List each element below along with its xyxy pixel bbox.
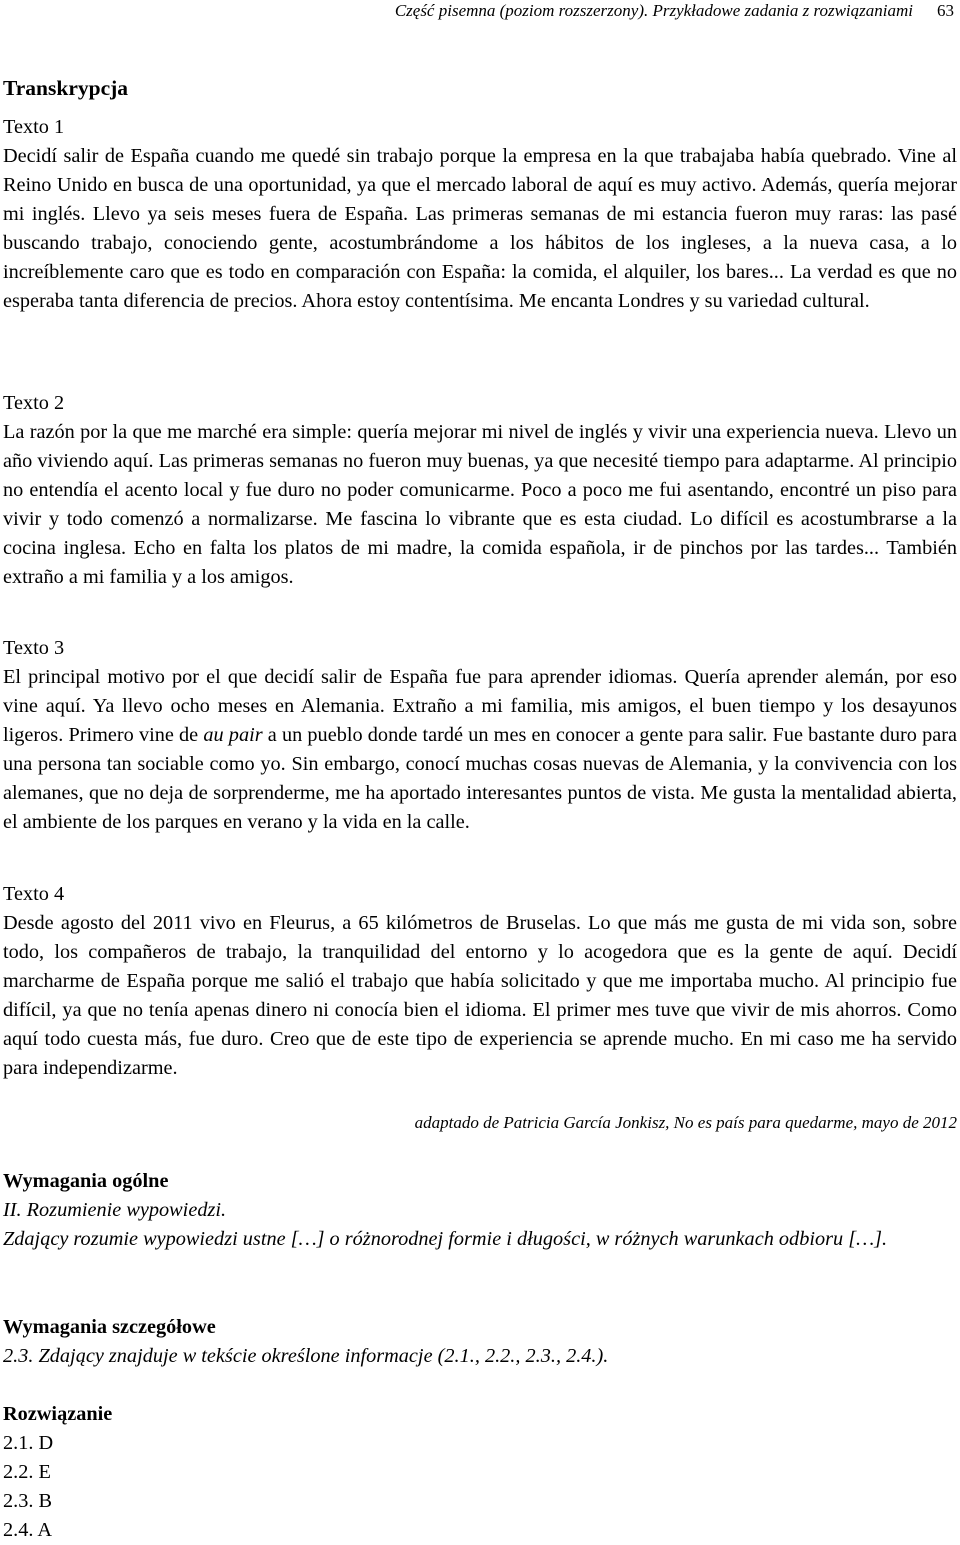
texto-4-body: Desde agosto del 2011 vivo en Fleurus, a 65 kilómetros de Bruselas. Lo que más me gusta de mi vida son, sobre todo, los compañeros de trabajo, la tranquilidad del entorno y lo acogedora que es la gente de aquí. Decidí marcharme de España porque me salió el trabajo que había solicitado y que me importaba mucho. Al principio fue difícil, ya que no tenía apenas dinero ni conocía bien el idioma. El primer mes tuve que vivir de mis ahorros. Como aquí todo cuesta más, fue duro. Creo que de este tipo de experiencia se aprende mucho. En mi caso me ha servido para independizarme. (3, 912, 957, 1079)
solution-section (3, 1400, 957, 1545)
source-citation: adaptado de Patricia García Jonkisz, No es país para quedarme, mayo de 2012 (414, 1113, 957, 1132)
detailed-requirements (3, 1313, 957, 1371)
running-title: Część pisemna (poziom rozszerzony). Przykładowe zadania z rozwiązaniami (394, 1, 913, 20)
texto-1-body: Decidí salir de España cuando me quedé sin trabajo porque la empresa en la que trabajaba había quebrado. Vine al Reino Unido en busca de una oportunidad, ya que el mercado laboral de aquí es muy activo. Además, quería mejorar mi inglés. Llevo ya seis meses fuera de España. Las primeras semanas de mi estancia fueron muy raras: las pasé buscando trabajo, conociendo gente, acostumbrándome a los hábitos de los ingleses, a la nueva casa, a lo increíblemente caro que es todo en comparación con España: la comida, el alquiler, los bares... La verdad es que no esperaba tanta diferencia de precios. Ahora estoy contentísima. Me encanta Londres y su variedad cultural. (3, 145, 957, 312)
answer-item: 2.3. B (3, 1490, 53, 1512)
page-number: 63 (937, 1, 954, 20)
texto-3-body (3, 663, 957, 837)
detailed-requirements-line1: 2.3. Zdający znajduje w tekście określone informacje (2.1., 2.2., 2.3., 2.4.). (3, 1345, 609, 1367)
source-citation-block (3, 1112, 957, 1134)
section-title: Transkrypcja (3, 76, 129, 100)
texto-4-title: Texto 4 (3, 883, 65, 905)
texto-2-body: La razón por la que me marché era simple: quería mejorar mi nivel de inglés y vivir una experiencia nueva. Llevo un año viviendo aquí. Las primeras semanas no fueron muy buenas, ya que necesité tiempo para adaptarme. Al principio no entendía el acento local y fue duro no poder comunicarme. Poco a poco me fui asentando, encontré un piso para vivir y todo comenzó a normalizarse. Me fascina lo vibrante que es esta ciudad. Lo difícil es acostumbrarse a la cocina inglesa. Echo en falta los platos de mi madre, la comida española, ir de pinchos por las tardes... También extraño a mi familia y a los amigos. (3, 421, 957, 588)
texto-1-section (3, 113, 957, 316)
answer-item: 2.4. A (3, 1519, 53, 1541)
solution-title: Rozwiązanie (3, 1403, 113, 1425)
answer-item: 2.1. D (3, 1432, 54, 1454)
texto-1-title: Texto 1 (3, 116, 65, 138)
answer-item: 2.2. E (3, 1461, 51, 1483)
texto-2-section (3, 389, 957, 592)
texto-3-title: Texto 3 (3, 637, 65, 659)
detailed-requirements-title: Wymagania szczegółowe (3, 1316, 216, 1338)
texto-3-section (3, 634, 957, 837)
texto-2-title: Texto 2 (3, 392, 65, 414)
general-requirements-line1: II. Rozumienie wypowiedzi. (3, 1199, 227, 1221)
texto-3-body-end: a un pueblo donde tardé un mes en conocer a gente para salir. Fue bastante duro para una persona tan sociable como yo. Sin embargo, conocí muchas cosas nuevas de Alemania, y la convivencia con los alemanes, que no deja de sorprenderme, me ha aportado interesantes puntos de vista. Me gusta la mentalidad abierta, el ambiente de los parques en verano y la vida en la calle. (3, 724, 957, 833)
general-requirements-line2: Zdający rozumie wypowiedzi ustne […] o różnorodnej formie i długości, w różnych warunkach odbioru […]. (3, 1228, 888, 1250)
texto-3-italic-term: au pair (203, 724, 263, 746)
texto-3-body-start: El principal motivo por el que decidí salir de España fue para aprender idiomas. Quería aprender alemán, por eso vine aquí. Ya llevo ocho meses en Alemania. Extraño a mi familia, mis amigos, el buen tiempo y los desayunos ligeros. Primero vine de (3, 666, 957, 746)
page-header (395, 0, 954, 22)
texto-4-section (3, 880, 957, 1083)
general-requirements-title: Wymagania ogólne (3, 1170, 169, 1192)
answer-list (3, 1429, 957, 1545)
general-requirements (3, 1167, 957, 1254)
